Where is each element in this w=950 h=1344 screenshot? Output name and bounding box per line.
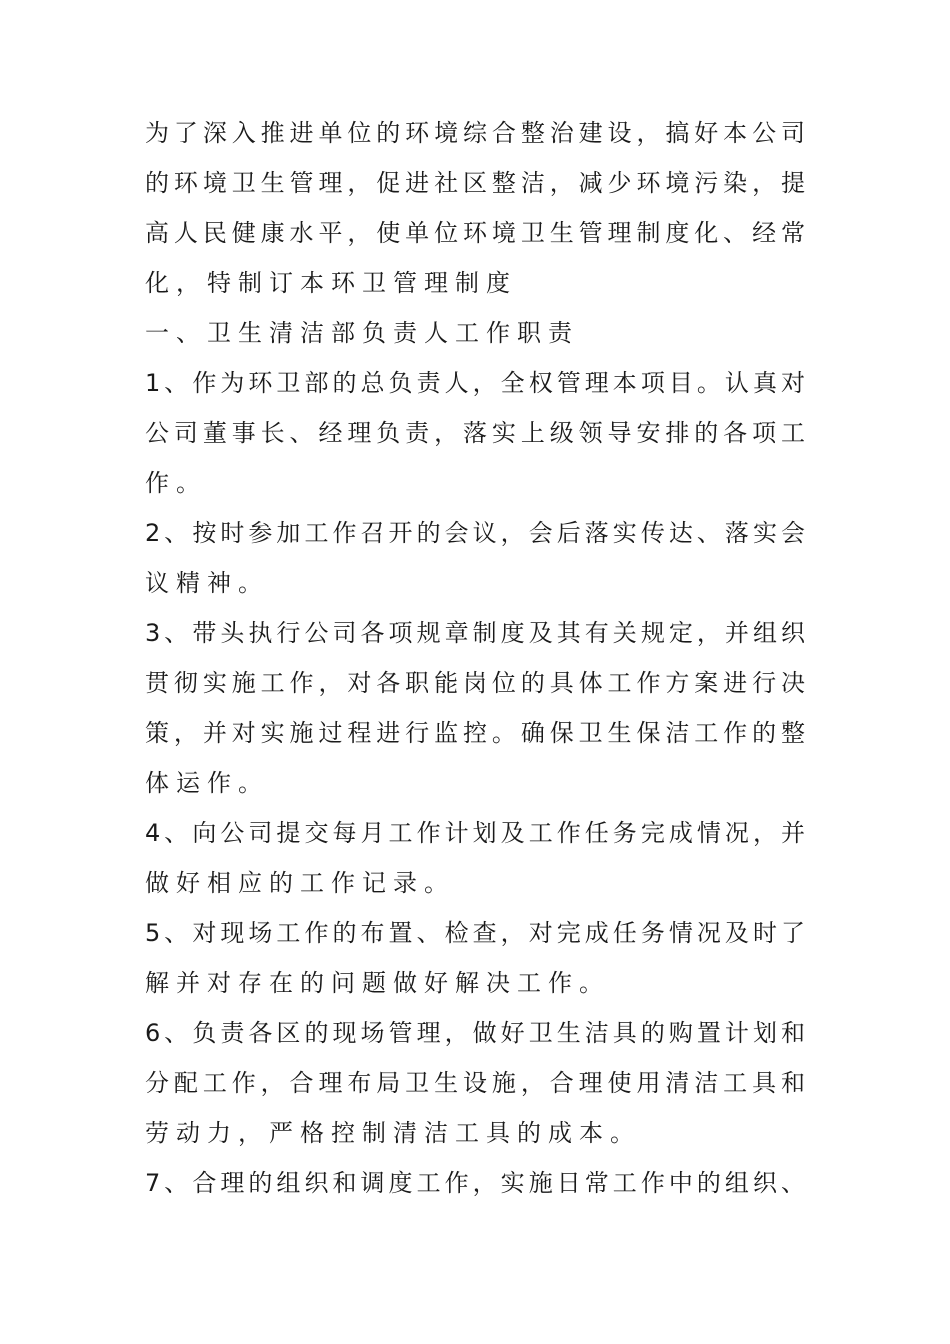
paragraph-line: 6、负责各区的现场管理，做好卫生洁具的购置计划和 [145,1019,805,1047]
paragraph-line: 体运作。 [145,769,269,797]
paragraph-line: 作。 [145,469,207,497]
paragraph-line: 策，并对实施过程进行监控。确保卫生保洁工作的整 [145,719,805,747]
paragraph-line: 为了深入推进单位的环境综合整治建设，搞好本公司 [145,119,805,147]
paragraph-line: 4、向公司提交每月工作计划及工作任务完成情况，并 [145,819,805,847]
paragraph-line: 劳动力，严格控制清洁工具的成本。 [145,1119,641,1147]
paragraph-line: 分配工作，合理布局卫生设施，合理使用清洁工具和 [145,1069,805,1097]
paragraph-line: 贯彻实施工作，对各职能岗位的具体工作方案进行决 [145,669,805,697]
section-heading: 一、卫生清洁部负责人工作职责 [145,319,579,347]
paragraph-line: 做好相应的工作记录。 [145,869,455,897]
paragraph-line: 高人民健康水平，使单位环境卫生管理制度化、经常 [145,219,805,247]
paragraph-line: 议精神。 [145,569,269,597]
paragraph-line: 7、合理的组织和调度工作，实施日常工作中的组织、 [145,1169,805,1197]
paragraph-line: 1、作为环卫部的总负责人，全权管理本项目。认真对 [145,369,805,397]
paragraph-line: 公司董事长、经理负责，落实上级领导安排的各项工 [145,419,805,447]
paragraph-line: 3、带头执行公司各项规章制度及其有关规定，并组织 [145,619,805,647]
paragraph-line: 的环境卫生管理，促进社区整洁，减少环境污染，提 [145,169,805,197]
paragraph-line: 解并对存在的问题做好解决工作。 [145,969,610,997]
paragraph-line: 5、对现场工作的布置、检查，对完成任务情况及时了 [145,919,805,947]
paragraph-line: 2、按时参加工作召开的会议，会后落实传达、落实会 [145,519,805,547]
paragraph-line: 化，特制订本环卫管理制度 [145,269,517,297]
